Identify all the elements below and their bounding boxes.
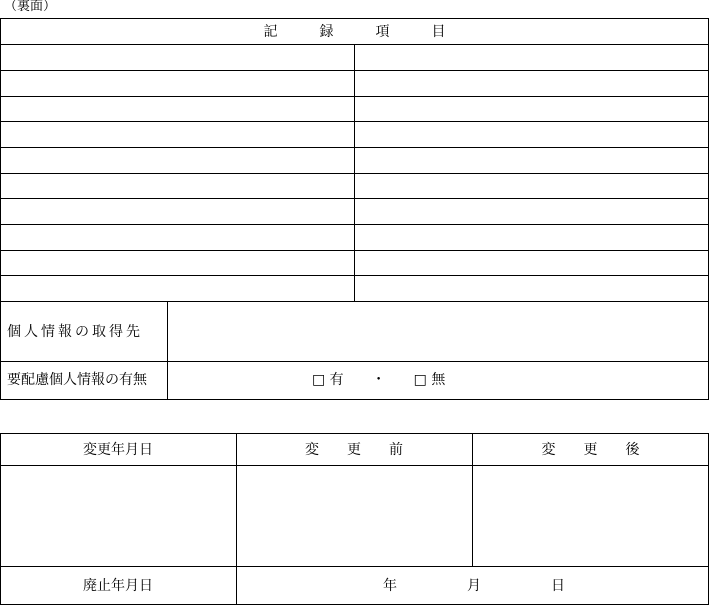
row-divider <box>0 301 709 302</box>
row-divider <box>0 361 709 362</box>
source-label: 個人情報の取得先 <box>7 324 143 340</box>
change-before-header: 変 更 前 <box>305 442 403 458</box>
change-abolish-divider <box>0 566 709 567</box>
column-divider <box>354 44 355 301</box>
abolish-date-value[interactable]: 年 月 日 <box>383 578 565 594</box>
records-header: 記 録 項 目 <box>263 24 446 40</box>
sensitive-info-label: 要配慮個人情報の有無 <box>7 372 147 388</box>
change-before-cell[interactable] <box>237 466 471 566</box>
sensitive-info-options[interactable]: □ 有 ・ □ 無 <box>312 372 446 388</box>
record-entry-cell[interactable] <box>1 45 353 70</box>
change-after-header: 変 更 後 <box>541 442 640 458</box>
label-column-divider <box>167 301 168 400</box>
record-entry-cell[interactable] <box>355 45 707 70</box>
change-date-header: 変更年月日 <box>83 442 153 458</box>
abolish-date-label: 廃止年月日 <box>83 578 153 594</box>
page-side-label: （裏面） <box>4 0 57 14</box>
change-date-cell[interactable] <box>1 466 235 566</box>
change-after-cell[interactable] <box>473 466 708 566</box>
